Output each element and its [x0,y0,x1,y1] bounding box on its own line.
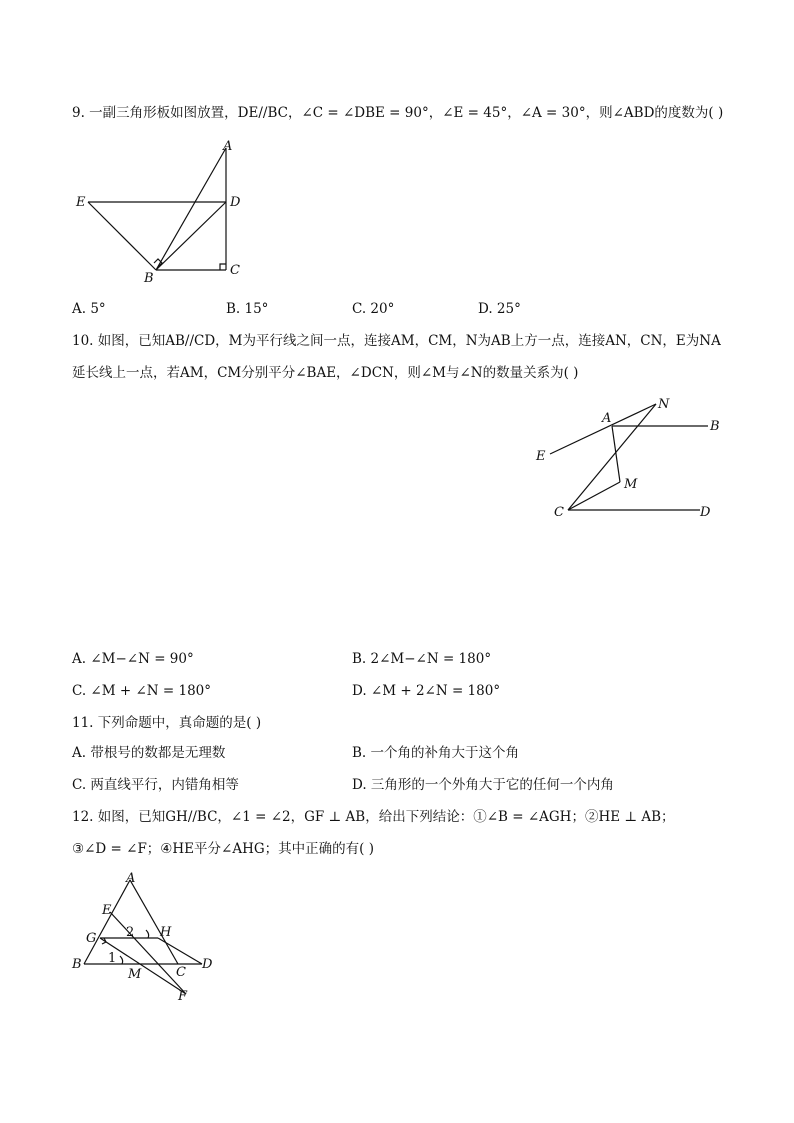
q12-figure [66,868,226,1004]
q12-label-c: C [176,965,186,980]
q12-label-h: H [160,925,172,940]
q12-label-m: M [128,967,142,982]
q12-label-d: D [202,957,213,972]
q12-label-g: G [86,931,97,946]
q9-option-b: B. 15° [226,301,269,317]
q10-stem-line2: 延长线上一点，若AM，CM分别平分∠BAE，∠DCN，则∠M与∠N的数量关系为( ) [72,365,579,381]
q10-label-m: M [624,477,638,492]
q11-option-a: A. 带根号的数都是无理数 [72,745,226,761]
q9-option-a: A. 5° [72,301,106,317]
q12-label-b: B [72,957,82,972]
q12-label-angle-2: 2 [126,925,135,940]
q10-figure [530,392,730,522]
q9-option-d: D. 25° [478,301,521,317]
q10-label-e: E [536,449,546,464]
q9-label-d: D [230,195,241,210]
q9-figure [70,136,250,286]
q11-option-d: D. 三角形的一个外角大于它的任何一个内角 [352,777,614,793]
q9-option-c: C. 20° [352,301,395,317]
q11-stem: 11. 下列命题中，真命题的是( ) [72,715,262,731]
q9-label-e: E [76,195,86,210]
q12-label-a: A [126,871,136,886]
q10-label-a: A [602,411,612,426]
q10-option-a: A. ∠M−∠N = 90° [72,651,194,667]
q10-option-b: B. 2∠M−∠N = 180° [352,651,492,667]
q10-option-d: D. ∠M + 2∠N = 180° [352,683,501,699]
q12-label-e: E [102,903,112,918]
q11-option-b: B. 一个角的补角大于这个角 [352,745,520,761]
q9-label-a: A [223,139,233,154]
q9-stem: 9. 一副三角形板如图放置，DE//BC，∠C = ∠DBE = 90°，∠E = 45°，∠A = 30°，则∠ABD的度数为( ) [72,105,724,121]
q11-option-c: C. 两直线平行，内错角相等 [72,777,239,793]
q12-label-f: F [178,989,188,1004]
q12-label-angle-1: 1 [108,951,117,966]
q10-label-c: C [554,505,564,520]
q10-label-n: N [658,397,670,412]
q9-label-b: B [144,271,154,286]
q10-option-c: C. ∠M + ∠N = 180° [72,683,211,699]
q10-label-b: B [710,419,720,434]
q12-stem-line1: 12. 如图，已知GH//BC，∠1 = ∠2，GF ⊥ AB，给出下列结论：①∠B = ∠AGH；②HE ⊥ AB； [72,809,675,825]
q10-label-d: D [700,505,711,520]
q10-stem-line1: 10. 如图，已知AB//CD，M为平行线之间一点，连接AM，CM，N为AB上方一点，连接AN，CN，E为NA [72,333,721,349]
q9-label-c: C [230,263,240,278]
q12-stem-line2: ③∠D = ∠F；④HE平分∠AHG；其中正确的有( ) [72,841,374,857]
